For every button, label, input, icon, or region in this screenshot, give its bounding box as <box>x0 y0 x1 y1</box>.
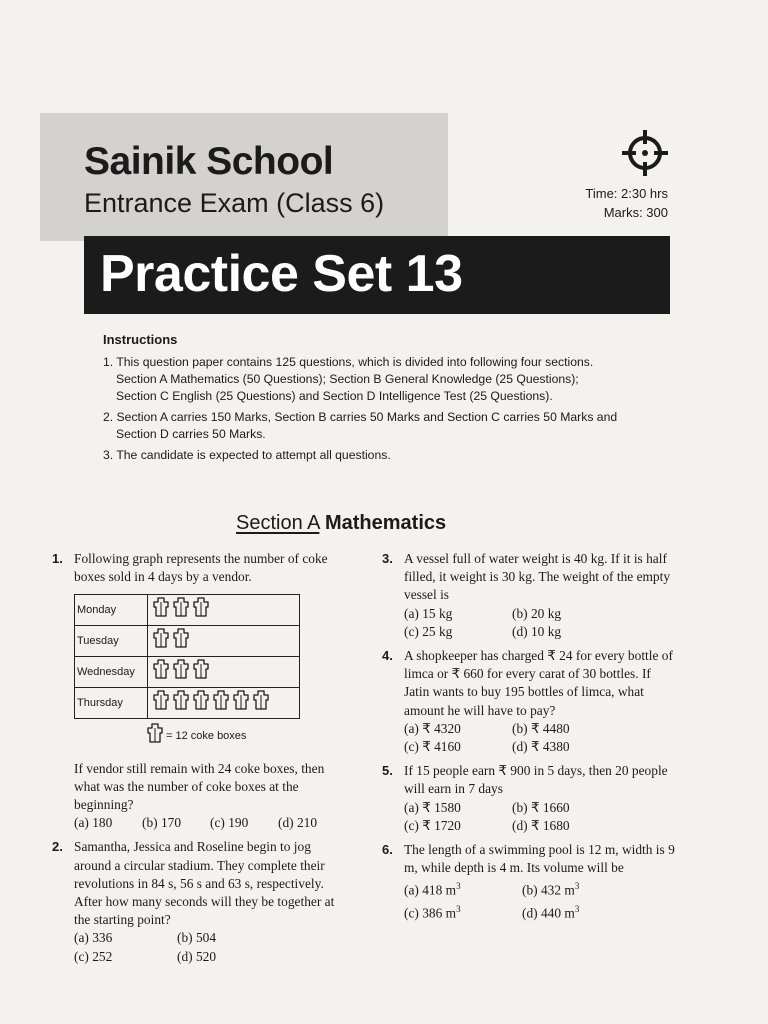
coke-box-icon <box>192 690 210 716</box>
coke-box-icon <box>172 659 190 685</box>
instruction-3: 3. The candidate is expected to attempt all questions. <box>103 448 391 462</box>
day-label: Wednesday <box>75 657 148 688</box>
pictograph-row <box>75 626 300 657</box>
coke-box-icon <box>152 690 170 716</box>
question-2 <box>50 838 350 965</box>
option-a[interactable]: (a) 180 <box>74 815 113 831</box>
question-text: The length of a swimming pool is 12 m, width is 9 m, while depth is 4 m. Its volume will be <box>404 842 675 876</box>
pictograph-row <box>75 657 300 688</box>
marks-label: Marks: 300 <box>603 205 668 220</box>
instructions-heading: Instructions <box>103 332 178 347</box>
question-1 <box>50 550 350 586</box>
option-a[interactable]: (a) ₹ 1580 <box>404 799 461 815</box>
question-text: Samantha, Jessica and Roseline begin to jog around a circular stadium. They complete their revolutions in 84 s, 56 s and 63 s, respectively. After how many seconds will they be together at the starting point? <box>74 839 335 928</box>
option-d[interactable]: (d) 10 kg <box>512 623 562 639</box>
box-count <box>148 595 300 626</box>
question-6 <box>380 841 676 923</box>
question-text: Following graph represents the number of coke boxes sold in 4 days by a vendor. <box>74 551 328 585</box>
question-4 <box>380 647 676 756</box>
question-1-continued <box>50 760 350 833</box>
section-subject: Mathematics <box>324 512 447 534</box>
coke-box-icon <box>192 659 210 685</box>
school-title: Sainik School <box>84 140 334 183</box>
options <box>404 799 614 835</box>
option-b[interactable]: (b) 504 <box>177 930 217 946</box>
section-heading <box>236 512 446 535</box>
pictograph-table <box>74 594 300 719</box>
instruction-line: 2. Section A carries 150 Marks, Section B carries 50 Marks and Section C carries 50 Marks and <box>103 410 618 424</box>
option-d[interactable]: (d) ₹ 1680 <box>512 817 570 833</box>
coke-box-icon <box>172 597 190 623</box>
option-c[interactable]: (c) 386 $m^3$ <box>404 904 461 921</box>
question-text: A vessel full of water weight is 40 kg. If it is half filled, it weight is 30 kg. The weight of the empty vessel is <box>404 551 671 603</box>
coke-box-icon <box>172 690 190 716</box>
question-text: A shopkeeper has charged ₹ 24 for every bottle of limca or ₹ 660 for every carat of 30 bottles. If Jatin wants to buy 195 bottles of limca, what amount he will have to pay? <box>404 648 673 718</box>
option-b[interactable]: (b) 170 <box>142 815 182 831</box>
options <box>404 877 634 922</box>
option-a[interactable]: (a) 418 $m^3$ <box>404 881 461 898</box>
question-5 <box>380 762 676 835</box>
pictograph-key <box>146 723 350 749</box>
options <box>74 929 274 965</box>
question-number: 3. <box>382 551 393 566</box>
option-a[interactable]: (a) ₹ 4320 <box>404 720 461 736</box>
option-c[interactable]: (c) ₹ 4160 <box>404 739 461 755</box>
option-a[interactable]: (a) 336 <box>74 930 113 946</box>
coke-box-icon <box>252 690 270 716</box>
question-3 <box>380 550 676 641</box>
instructions <box>103 331 663 464</box>
option-c[interactable]: (c) 190 <box>210 815 249 831</box>
option-d[interactable]: (d) 520 <box>177 948 217 964</box>
question-number: 6. <box>382 842 393 858</box>
instruction-line: 1. This question paper contains 125 questions, which is divided into following four sections. <box>103 355 594 369</box>
coke-box-icon <box>212 690 230 716</box>
options <box>404 605 614 641</box>
coke-box-icon <box>232 690 250 716</box>
option-c[interactable]: (c) ₹ 1720 <box>404 817 461 833</box>
section-name: Section A <box>236 512 320 534</box>
question-number: 4. <box>382 648 393 664</box>
instruction-2 <box>103 409 663 443</box>
right-column <box>380 550 676 929</box>
question-number: 2. <box>52 839 63 855</box>
coke-box-icon <box>152 628 170 654</box>
key-label: = 12 coke boxes <box>166 730 247 743</box>
question-text: If vendor still remain with 24 coke boxes, then what was the number of coke boxes at the beginning? <box>74 760 325 813</box>
option-b[interactable]: (b) 20 kg <box>512 605 562 621</box>
time-marks <box>585 184 668 222</box>
option-d[interactable]: (d) 440 $m^3$ <box>522 904 580 921</box>
pictograph-row <box>75 595 300 626</box>
practice-set-title: Practice Set 13 <box>100 245 463 303</box>
box-count <box>148 657 300 688</box>
day-label: Tuesday <box>75 626 148 657</box>
question-number: 5. <box>382 763 393 779</box>
option-b[interactable]: (b) ₹ 1660 <box>512 799 570 815</box>
day-label: Monday <box>75 595 148 626</box>
day-label: Thursday <box>75 688 148 719</box>
option-b[interactable]: (b) 432 $m^3$ <box>522 881 580 898</box>
coke-box-icon <box>172 628 190 654</box>
coke-box-icon <box>146 723 164 749</box>
instruction-1 <box>103 354 663 405</box>
box-count <box>148 626 300 657</box>
option-c[interactable]: (c) 252 <box>74 948 113 964</box>
instruction-line: Section D carries 50 Marks. <box>116 427 266 441</box>
options <box>404 720 614 756</box>
option-b[interactable]: (b) ₹ 4480 <box>512 720 570 736</box>
instruction-line: Section A Mathematics (50 Questions); Section B General Knowledge (25 Questions); <box>116 372 579 386</box>
instruction-line: Section C English (25 Questions) and Section D Intelligence Test (25 Questions). <box>116 389 553 403</box>
option-d[interactable]: (d) ₹ 4380 <box>512 739 570 755</box>
left-column <box>50 550 350 972</box>
time-label: Time: 2:30 hrs <box>585 186 668 201</box>
coke-box-icon <box>152 597 170 623</box>
option-d[interactable]: (d) 210 <box>278 815 318 831</box>
crosshair-target-icon <box>620 128 670 178</box>
pictograph-row <box>75 688 300 719</box>
coke-box-icon <box>192 597 210 623</box>
options <box>74 814 350 832</box>
exam-subtitle: Entrance Exam (Class 6) <box>84 188 385 218</box>
question-text: If 15 people earn ₹ 900 in 5 days, then 20 people will earn in 7 days <box>404 763 668 797</box>
coke-box-icon <box>152 659 170 685</box>
option-c[interactable]: (c) 25 kg <box>404 623 453 639</box>
option-a[interactable]: (a) 15 kg <box>404 605 453 621</box>
question-number: 1. <box>52 551 63 566</box>
box-count <box>148 688 300 719</box>
